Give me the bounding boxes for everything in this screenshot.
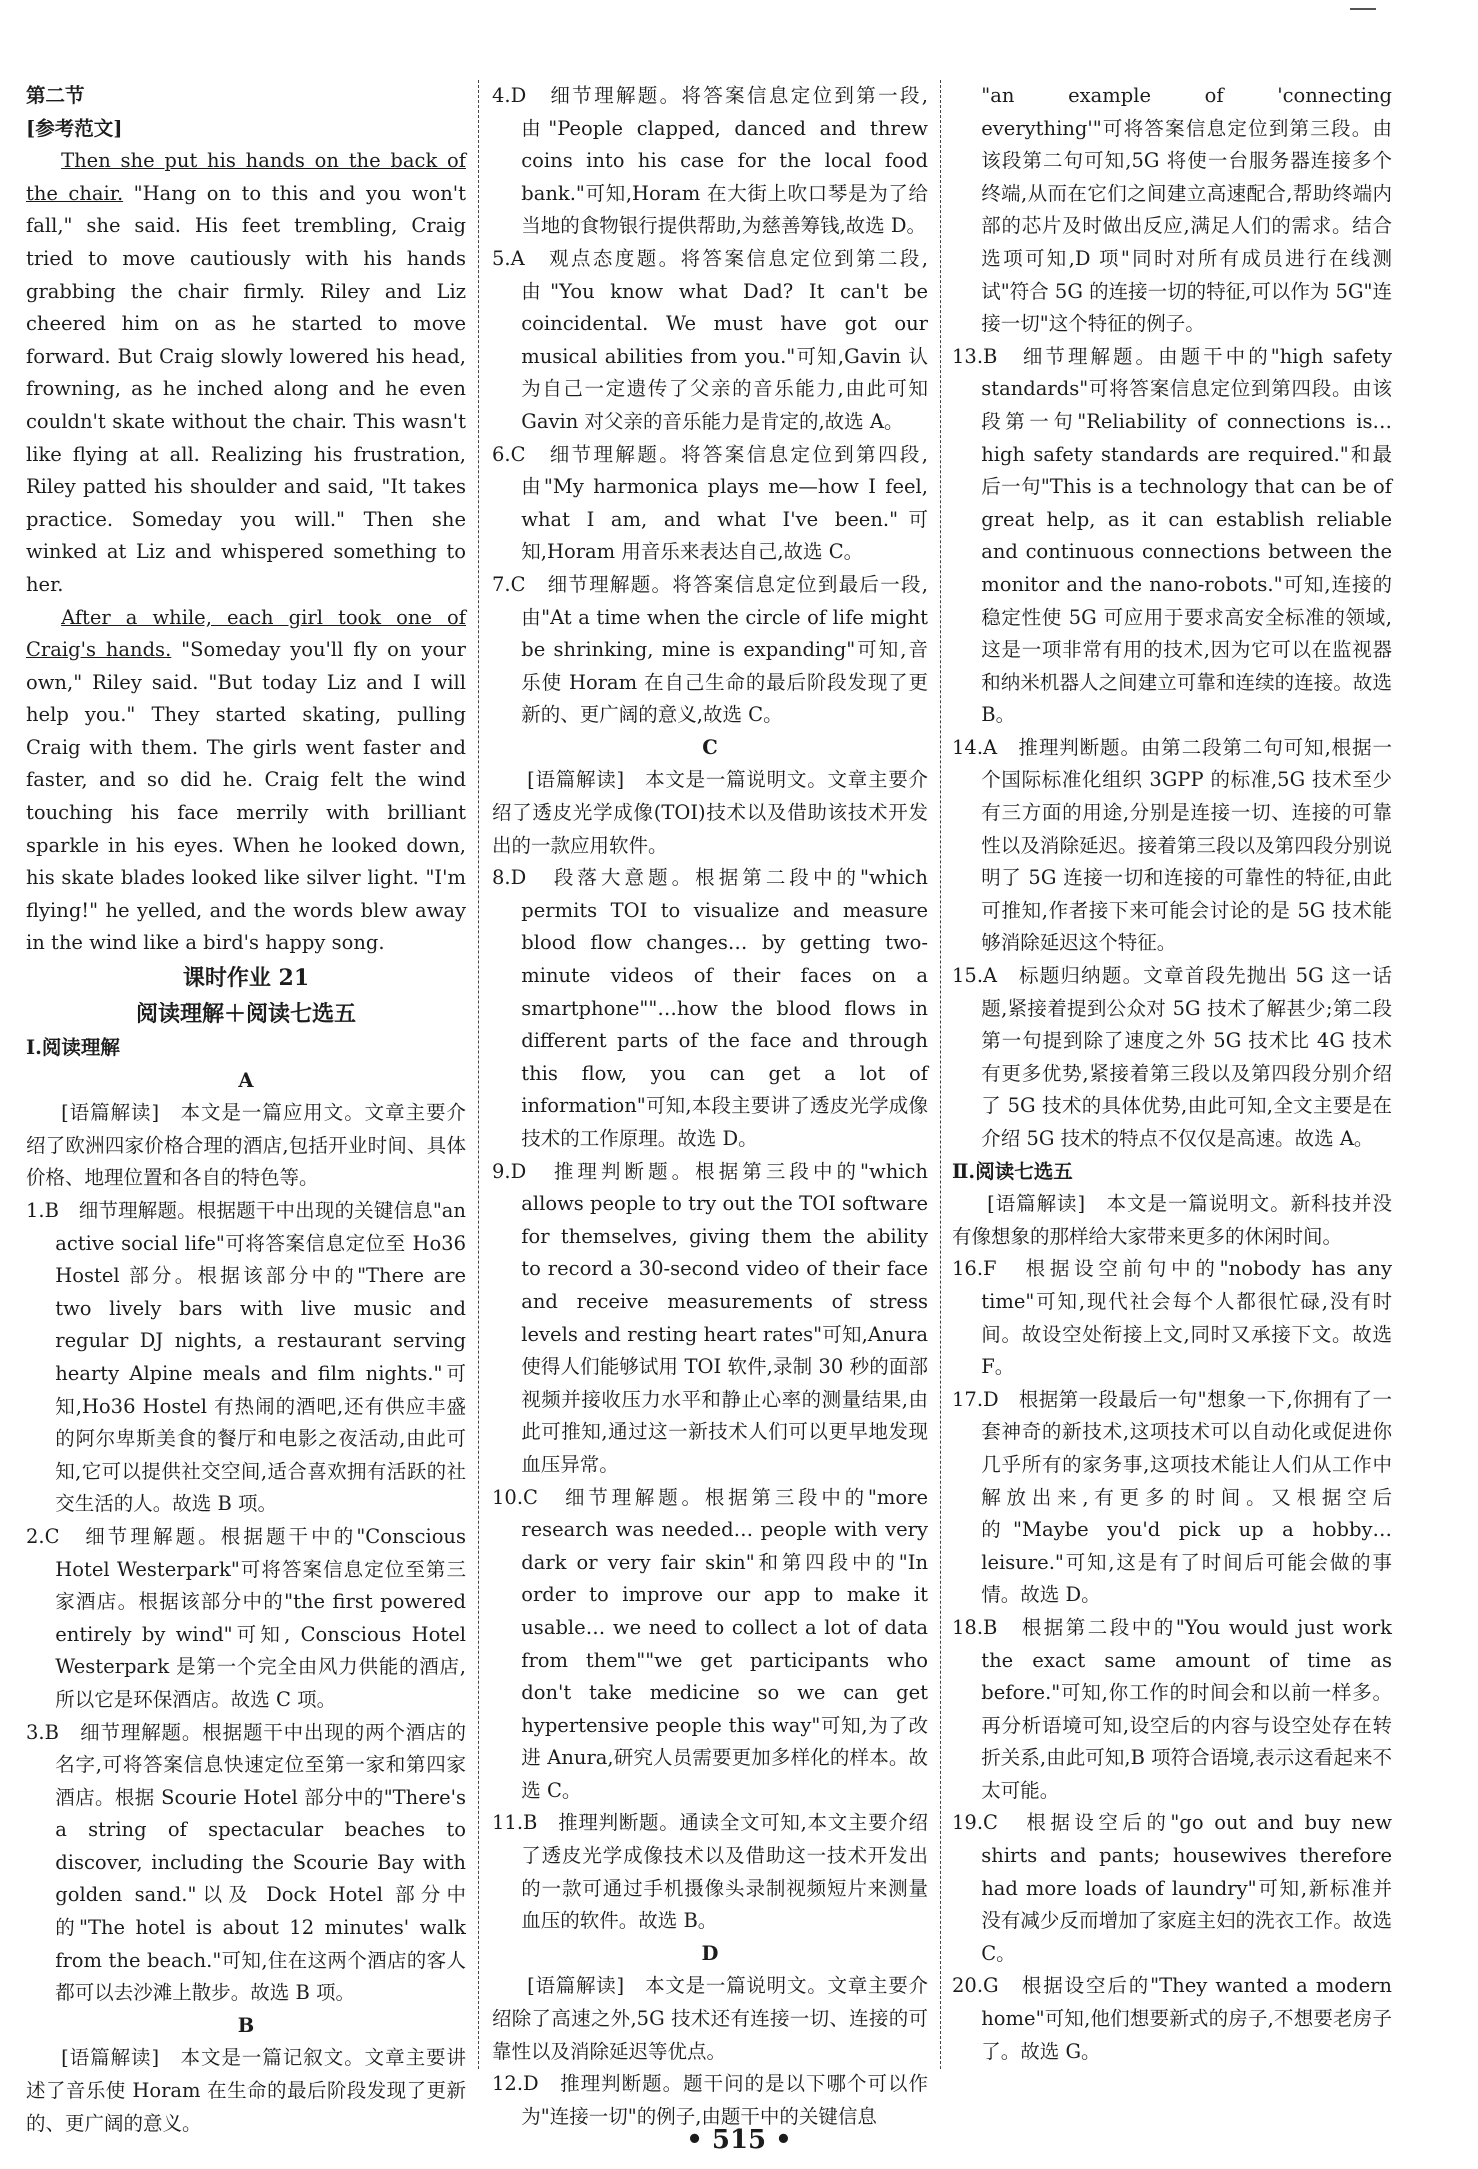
part-ii-intro: [语篇解读] 本文是一篇说明文。新科技并没有像想象的那样给大家带来更多的休闲时间。 (952, 1192, 1392, 1248)
page-number: • 515 • (686, 2125, 792, 2155)
answer-11: 11.B 推理判断题。通读全文可知,本文主要介绍了透皮光学成像技术以及借助这一技术开发出的一款可通过手机摄像头录制视频短片来测量血压的软件。故选 B。 (492, 1811, 928, 1933)
answer-2: 2.C 细节理解题。根据题干中的"Conscious Hotel Westerpark"可将答案信息定位至第三家酒店。根据该部分中的"the first powered entirely by wind"可知, Conscious Hotel Westerpark 是第一个完全由风力供能的酒店,所以它是环保酒店。故选 C 项。 (26, 1524, 466, 1711)
answer-3: 3.B 细节理解题。根据题干中出现的两个酒店的名字,可将答案信息快速定位至第一家和第四家酒店。根据 Scourie Hotel 部分中的"There's a string of spectacular beaches to discover, including the Scourie Bay with golden sand."以及 Dock Hotel 部分中的"The hotel is about 12 minutes' walk from the beach."可知,住在这两个酒店的客人都可以去沙滩上散步。故选 B 项。 (26, 1720, 466, 2005)
passage-d-intro: [语篇解读] 本文是一篇说明文。文章主要介绍除了高速之外,5G 技术还有连接一切、连接的可靠性以及消除延迟等优点。 (492, 1974, 928, 2063)
model-paragraph-1: Then she put his hands on the back of the chair. "Hang on to this and you won't fall," she said. His feet trembling, Craig tried to move cautiously with his hands grabbing the chair firmly. Riley and Liz cheered him on as he started to move forward. But Craig slowly lowered his head, frowning, as he inched along and he even couldn't skate without the chair. This wasn't like flying at all. Realizing his frustration, Riley patted his shoulder and said, "It takes practice. Someday you will." Then she winked at Liz and whispered something to her. (26, 149, 466, 596)
passage-label-d: D (701, 1941, 719, 1965)
answer-14: 14.A 推理判断题。由第二段第二句可知,根据一个国际标准化组织 3GPP 的标准,5G 技术至少有三方面的用途,分别是连接一切、连接的可靠性以及消除延迟。接着第三段以及第四段分别说明了 5G 连接一切和连接的可靠性的特征,由此可推知,作者接下来可能会讨论的是 5G 技术能够消除延迟这个特征。 (952, 735, 1392, 955)
column-1 (26, 80, 466, 2135)
part-heading-seven-choose-five: Ⅱ.阅读七选五 (952, 1159, 1073, 1183)
column-divider-2 (940, 80, 941, 2069)
answer-13: 13.B 细节理解题。由题干中的"high safety standards"可将答案信息定位到第四段。由该段第一句"Reliability of connections is… high safety standards are required."和最后一句"This is a technology that can be of great help, as it can establish reliable and continuous connections between the monitor and the nano-robots."可知,连接的稳定性使 5G 可应用于要求高安全标准的领域,这是一项非常有用的技术,因为它可以在监视器和纳米机器人之间建立可靠和连续的连接。故选 B。 (952, 344, 1392, 727)
given-first-sentence-1: Then she put his hands on the back of the chair. (26, 149, 466, 205)
passage-label-a: A (238, 1068, 254, 1092)
answer-7: 7.C 细节理解题。将答案信息定位到最后一段,由"At a time when the circle of life might be shrinking, mine is expanding"可知,音乐使 Horam 在自己生命的最后阶段发现了更新的、更广阔的意义,故选 C。 (492, 572, 928, 727)
section-heading: 第二节 (26, 84, 85, 107)
answer-6: 6.C 细节理解题。将答案信息定位到第四段,由"My harmonica plays me—how I feel, what I am, and what I've been."可知,Horam 用音乐来表达自己,故选 C。 (492, 442, 928, 564)
answer-9: 9.D 推理判断题。根据第三段中的"which allows people to try out the TOI software for themselves, giving them the ability to record a 30-second video of their face and receive measurements of stress levels and resting heart rates"可知,Anura 使得人们能够试用 TOI 软件,录制 30 秒的面部视频并接收压力水平和静止心率的测量结果,由此可推知,通过这一新技术人们可以更早地发现血压异常。 (492, 1159, 928, 1476)
top-mark (1350, 8, 1376, 10)
passage-b-intro: [语篇解读] 本文是一篇记叙文。文章主要讲述了音乐使 Horam 在生命的最后阶段发现了更新的、更广阔的意义。 (26, 2046, 466, 2135)
homework-title: 课时作业 21 (182, 965, 310, 992)
homework-subtitle: 阅读理解＋阅读七选五 (135, 1001, 356, 1028)
answer-12: 12.D 推理判断题。题干问的是以下哪个可以作为"连接一切"的例子,由题干中的关键信息 (492, 2072, 928, 2128)
answer-4: 4.D 细节理解题。将答案信息定位到第一段,由"People clapped, danced and threw coins into his case for the local food bank."可知,Horam 在大街上吹口琴是为了给当地的食物银行提供帮助,为慈善筹钱,故选 D。 (492, 84, 928, 238)
answer-17: 17.D 根据第一段最后一句"想象一下,你拥有了一套神奇的新技术,这项技术可以自动化或促进你几乎所有的家务事,这项技术能让人们从工作中解放出来,有更多的时间。又根据空后的"Maybe you'd pick up a hobby… leisure."可知,这是有了时间后可能会做的事情。故选 D。 (952, 1387, 1392, 1607)
column-3 (952, 80, 1392, 2069)
answer-20: 20.G 根据设空后的"They wanted a modern home"可知,他们想要新式的房子,不想要老房子了。故选 G。 (952, 1974, 1392, 2063)
answer-12-continued: "an example of 'connecting everything'"可将答案信息定位到第三段。由该段第二句可知,5G 将使一台服务器连接多个终端,从而在它们之间建立高速配合,帮助终端内部的芯片及时做出反应,满足人们的需求。结合选项可知,D 项"同时对所有成员进行在线测试"符合 5G 的连接一切的特征,可以作为 5G"连接一切"这个特征的例子。 (981, 84, 1392, 336)
passage-label-c: C (702, 735, 718, 759)
answer-10: 10.C 细节理解题。根据第三段中的"more research was needed… people with very dark or very fair skin"和第四段中的"In order to improve our app to make it usable… we need to collect a lot of data from them""we get participants who don't take medicine so we can get hypertensive people this way"可知,为了改进 Anura,研究人员需要更加多样化的样本。故选 C。 (492, 1485, 928, 1802)
answer-5: 5.A 观点态度题。将答案信息定位到第二段,由"You know what Dad? It can't be coincidental. We must have got our musical abilities from you."可知,Gavin 认为自己一定遗传了父亲的音乐能力,由此可知 Gavin 对父亲的音乐能力是肯定的,故选 A。 (492, 246, 928, 433)
answer-19: 19.C 根据设空后的"go out and buy new shirts and pants; housewives therefore had more loads of laundry"可知,新标准并没有减少反而增加了家庭主妇的洗衣工作。故选 C。 (952, 1811, 1392, 1965)
model-paragraph-2: After a while, each girl took one of Craig's hands. "Someday you'll fly on your own," Riley said. "But today Liz and I will help you." They started skating, pulling Craig with them. The girls went faster and faster, and so did he. Craig felt the wind touching his face merrily with brilliant sparkle in his eyes. When he looked down, his skate blades looked like silver light. "I'm flying!" he yelled, and the words blew away in the wind like a bird's happy song. (26, 605, 466, 955)
given-first-sentence-2: After a while, each girl took one of Craig's hands. (26, 605, 466, 662)
answer-15: 15.A 标题归纳题。文章首段先抛出 5G 这一话题,紧接着提到公众对 5G 技术了解甚少;第二段第一句提到除了速度之外 5G 技术比 4G 技术有更多优势,紧接着第三段以及第四段分别介绍了 5G 技术的具体优势,由此可知,全文主要是在介绍 5G 技术的特点不仅仅是高速。故选 A。 (952, 964, 1392, 1150)
reference-label: [参考范文] (26, 116, 123, 140)
answer-18: 18.B 根据第二段中的"You would just work the exact same amount of time as before."可知,你工作的时间会和以前一样多。再分析语境可知,设空后的内容与设空处存在转折关系,由此可知,B 项符合语境,表示这看起来不太可能。 (952, 1615, 1392, 1802)
passage-label-b: B (237, 2013, 255, 2037)
part-heading-reading: Ⅰ.阅读理解 (26, 1036, 120, 1060)
column-divider-1 (478, 80, 479, 2069)
passage-a-intro: [语篇解读] 本文是一篇应用文。文章主要介绍了欧洲四家价格合理的酒店,包括开业时间、具体价格、地理位置和各自的特色等。 (26, 1101, 466, 1190)
passage-c-intro: [语篇解读] 本文是一篇说明文。文章主要介绍了透皮光学成像(TOI)技术以及借助该技术开发出的一款应用软件。 (492, 768, 928, 857)
column-2 (492, 80, 928, 2128)
answer-8: 8.D 段落大意题。根据第二段中的"which permits TOI to visualize and measure blood flow changes… by getting two-minute videos of their faces on a smartphone""…how the blood flows in different parts of the face and through this flow, you can get a lot of information"可知,本段主要讲了透皮光学成像技术的工作原理。故选 D。 (492, 866, 928, 1150)
answer-16: 16.F 根据设空前句中的"nobody has any time"可知,现代社会每个人都很忙碌,没有时间。故设空处衔接上文,同时又承接下文。故选 F。 (952, 1257, 1392, 1379)
answer-1: 1.B 细节理解题。根据题干中出现的关键信息"an active social life"可将答案信息定位至 Ho36 Hostel 部分。根据该部分中的"There are two lively bars with live music and regular DJ nights, a restaurant serving hearty Alpine meals and film nights."可知,Ho36 Hostel 有热闹的酒吧,还有供应丰盛的阿尔卑斯美食的餐厅和电影之夜活动,由此可知,它可以提供社交空间,适合喜欢拥有活跃的社交生活的人。故选 B 项。 (26, 1199, 466, 1516)
